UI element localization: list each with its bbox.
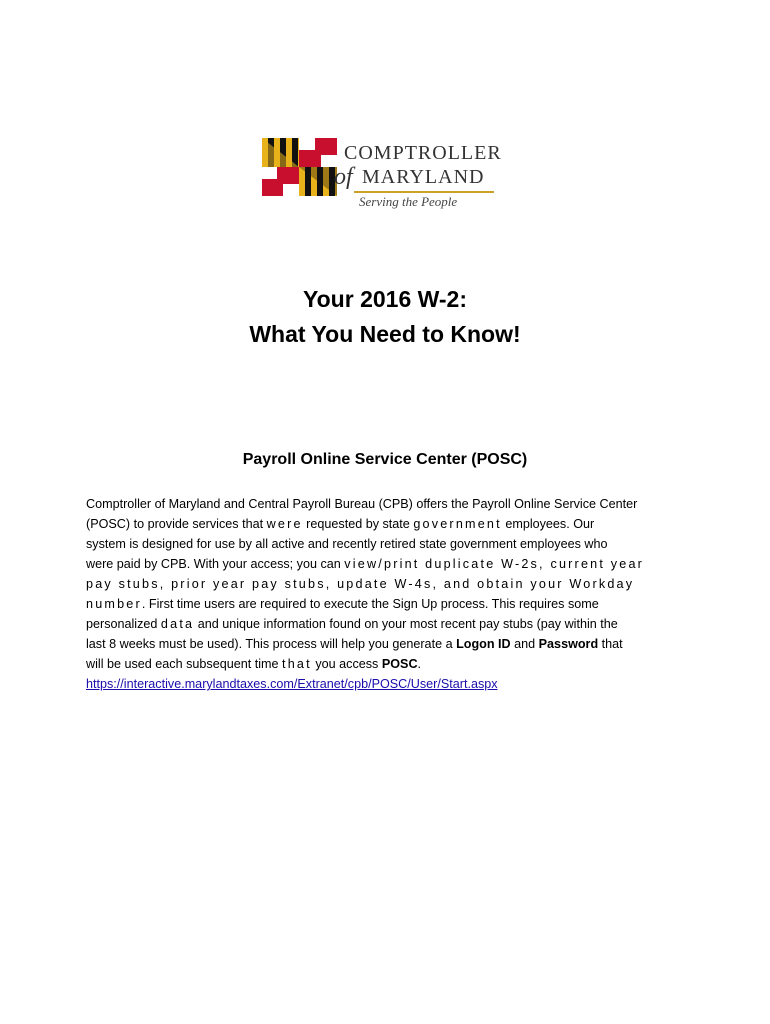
paragraph-line (86, 574, 646, 594)
text-run: (POSC) to provide services that (86, 517, 267, 531)
body-paragraph (86, 494, 646, 694)
paragraph-line (86, 554, 646, 574)
paragraph-line (86, 594, 646, 614)
paragraph-line (86, 534, 646, 554)
logon-id-text: Logon ID (456, 637, 511, 651)
text-run: . (417, 657, 422, 671)
text-run: view/print duplicate W-2s, current year (344, 557, 645, 571)
page-title-line1: Your 2016 W-2: (303, 286, 467, 312)
logo-of-text: of (334, 164, 353, 190)
paragraph-line (86, 494, 646, 514)
text-run: last 8 weeks must be used). This process will help you generate a (86, 637, 457, 651)
paragraph-line (86, 614, 646, 634)
page-title-line2: What You Need to Know! (249, 321, 521, 347)
section-heading: Payroll Online Service Center (POSC) (242, 451, 528, 468)
text-run: . First time users are required to execute the Sign Up process. This requires some (141, 597, 599, 611)
text-run: will be used each subsequent time (86, 657, 283, 671)
text-run: data (160, 617, 195, 631)
text-run: that (282, 657, 312, 671)
text-run: Comptroller of Maryland and Central Payroll Bureau (CPB) offers the Payroll Online Service Center (86, 497, 638, 511)
text-run: and unique information found on your most recent pay stubs (pay within the (194, 617, 618, 631)
text-run: and (510, 637, 539, 651)
logo-comptroller-text: COMPTROLLER (344, 142, 502, 164)
text-run: system is designed for use by all active and recently retired state government employees who (86, 537, 608, 551)
text-run: you access (311, 657, 382, 671)
logo-gold-rule (354, 191, 494, 193)
text-run: employees. Our (501, 517, 595, 531)
text-run: were paid by CPB. With your access; you can (86, 557, 345, 571)
maryland-flag-icon (262, 138, 337, 196)
logo-maryland-text: MARYLAND (362, 166, 485, 188)
text-run: government (413, 517, 502, 531)
logo-tagline: Serving the People (359, 194, 458, 209)
paragraph-line (86, 634, 646, 654)
text-run: were (266, 517, 303, 531)
password-text: Password (538, 637, 599, 651)
text-run: requested by state (302, 517, 414, 531)
posc-text: POSC (381, 657, 418, 671)
paragraph-line (86, 654, 646, 674)
text-run: that (598, 637, 623, 651)
text-run: personalized (86, 617, 161, 631)
text-run: pay stubs, prior year pay stubs, update W-4s, and obtain your Workday (86, 577, 635, 591)
comptroller-logo (262, 138, 502, 214)
posc-start-link[interactable]: https://interactive.marylandtaxes.com/Extranet/cpb/POSC/User/Start.aspx (86, 677, 498, 691)
text-run: number (86, 597, 142, 611)
paragraph-line (86, 514, 646, 534)
